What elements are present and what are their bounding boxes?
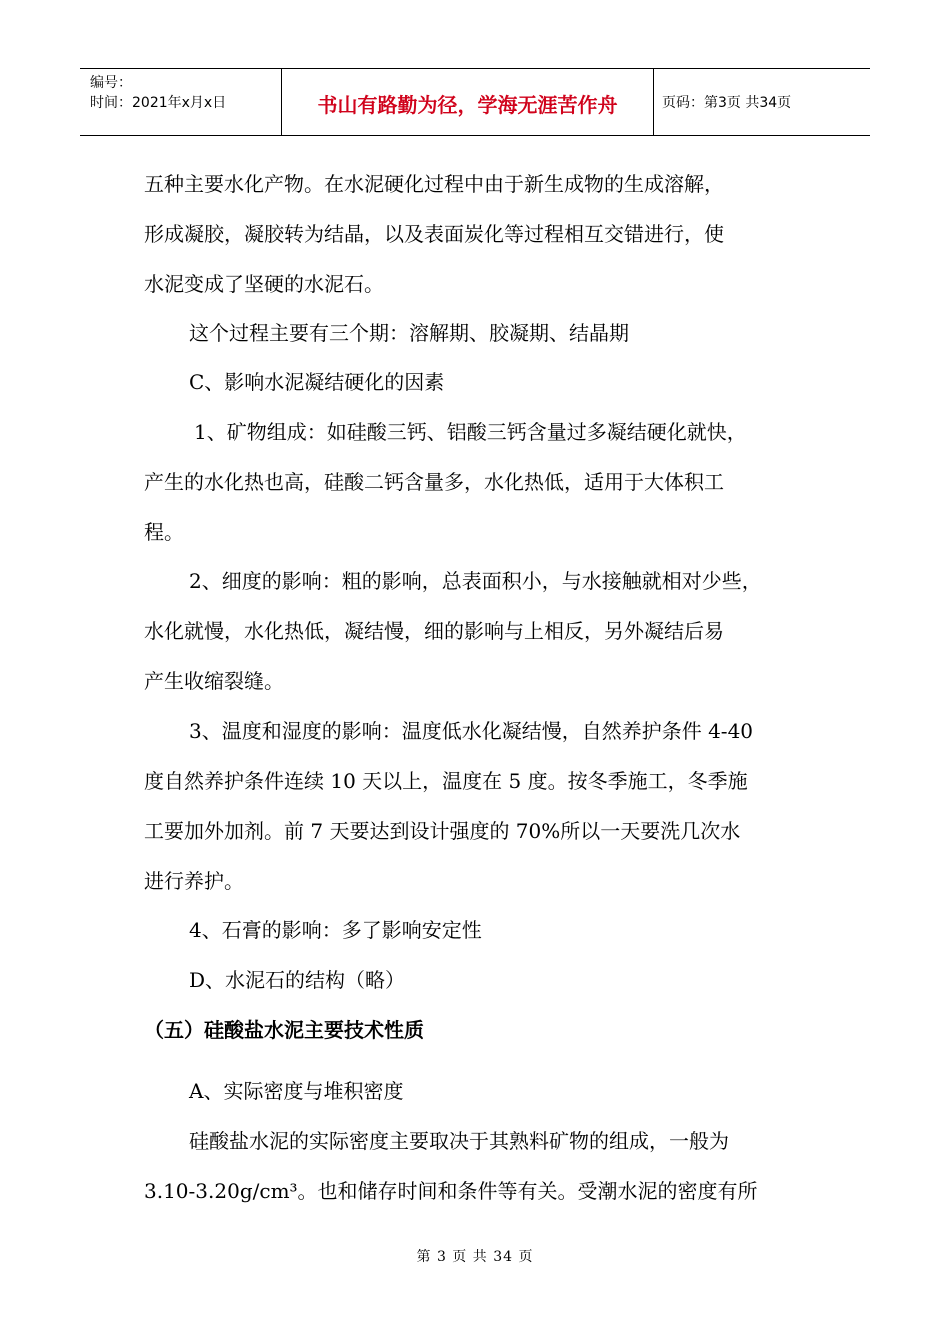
paragraph-line: 工要加外加剂。前 7 天要达到设计强度的 70%所以一天要洗几次水 (144, 819, 741, 843)
paragraph-line: 3、温度和湿度的影响：温度低水化凝结慢，自然养护条件 4-40 (189, 719, 754, 743)
page-footer: 第 3 页 共 34 页 (416, 1249, 534, 1265)
page-header (80, 68, 870, 136)
paragraph-line: 度自然养护条件连续 10 天以上，温度在 5 度。按冬季施工，冬季施 (144, 769, 748, 793)
paragraph-line: 程。 (144, 520, 184, 544)
paragraph-line: 产生收缩裂缝。 (144, 669, 284, 693)
header-meta (80, 69, 282, 135)
section-heading: C、影响水泥凝结硬化的因素 (189, 370, 445, 394)
paragraph-line: 水泥变成了坚硬的水泥石。 (144, 272, 384, 296)
paragraph-line: 4、石膏的影响：多了影响安定性 (189, 918, 482, 942)
document-number-label: 编号： (90, 75, 132, 91)
header-page-info: 页码：第3页 共34页 (662, 95, 792, 111)
paragraph-line: 产生的水化热也高，硅酸二钙含量多，水化热低，适用于大体积工 (144, 470, 724, 494)
header-motto: 书山有路勤为径，学海无涯苦作舟 (282, 69, 654, 135)
paragraph-line: 进行养护。 (144, 869, 244, 893)
paragraph-line: 1、矿物组成：如硅酸三钙、铝酸三钙含量过多凝结硬化就快， (194, 420, 747, 444)
paragraph-line: 五种主要水化产物。在水泥硬化过程中由于新生成物的生成溶解， (144, 172, 724, 196)
paragraph-line: 2、细度的影响：粗的影响，总表面积小，与水接触就相对少些， (189, 569, 762, 593)
paragraph-line: 3.10-3.20g/cm³。也和储存时间和条件等有关。受潮水泥的密度有所 (144, 1179, 758, 1203)
section-heading: A、实际密度与堆积密度 (189, 1079, 404, 1103)
section-heading: D、水泥石的结构（略） (189, 968, 406, 992)
paragraph-line: 形成凝胶，凝胶转为结晶，以及表面炭化等过程相互交错进行，使 (144, 222, 724, 246)
paragraph-line: 这个过程主要有三个期：溶解期、胶凝期、结晶期 (189, 321, 629, 345)
paragraph-line: 水化就慢，水化热低，凝结慢，细的影响与上相反，另外凝结后易 (144, 619, 724, 643)
document-date: 时间：2021年x月x日 (90, 95, 227, 111)
chapter-heading: （五）硅酸盐水泥主要技术性质 (144, 1018, 424, 1042)
paragraph-line: 硅酸盐水泥的实际密度主要取决于其熟料矿物的组成，一般为 (189, 1129, 729, 1153)
